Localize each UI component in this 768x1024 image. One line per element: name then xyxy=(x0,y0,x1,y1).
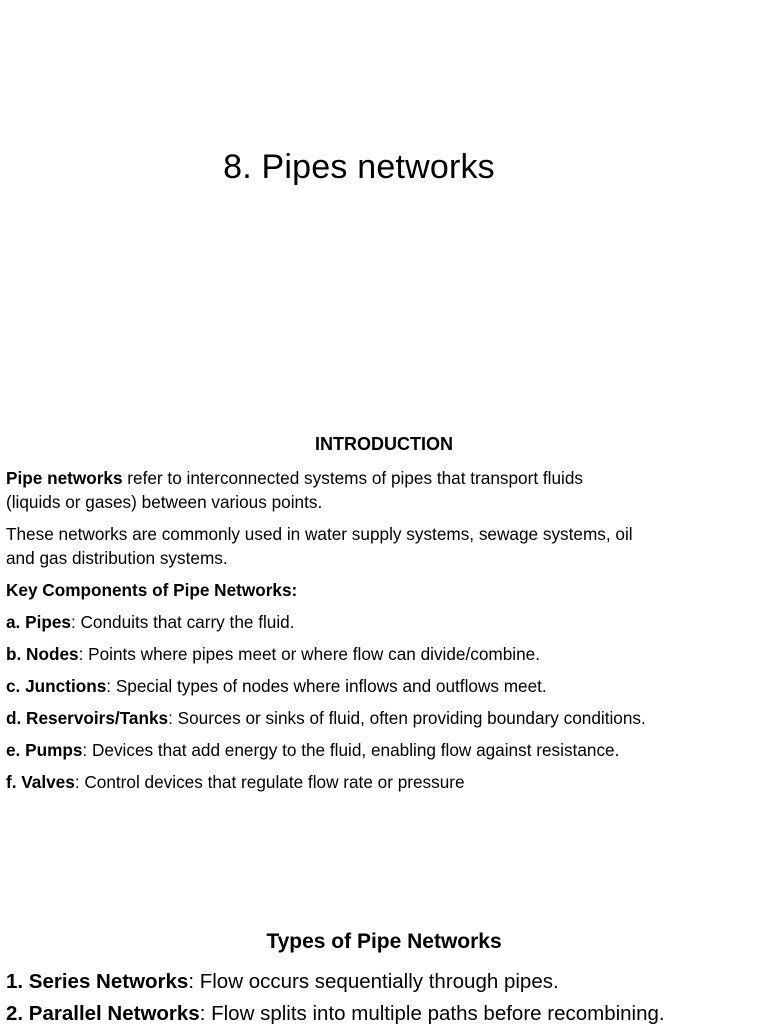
component-desc: : Devices that add energy to the fluid, enabling flow against resistance. xyxy=(82,740,620,760)
components-heading xyxy=(6,578,764,602)
title-slide xyxy=(0,0,768,400)
type-item xyxy=(6,998,768,1024)
component-term: b. Nodes xyxy=(6,644,79,664)
component-desc: : Special types of nodes where inflows and outflows meet. xyxy=(106,676,547,696)
component-item xyxy=(6,610,764,634)
type-item xyxy=(6,966,768,998)
component-desc: : Points where pipes meet or where flow can divide/combine. xyxy=(78,644,541,664)
type-desc: : Flow occurs sequentially through pipes. xyxy=(188,970,559,993)
component-term: f. Valves xyxy=(6,772,75,792)
types-heading: Types of Pipe Networks xyxy=(266,930,502,953)
pipe-networks-definition xyxy=(6,466,764,514)
usage-paragraph xyxy=(6,522,764,570)
definition-text: refer to interconnected systems of pipes that transport fluids xyxy=(122,468,584,488)
component-desc: : Control devices that regulate flow rate or pressure xyxy=(74,772,465,792)
component-item xyxy=(6,770,764,794)
types-list xyxy=(6,966,768,1024)
components-heading-text: Key Components of Pipe Networks: xyxy=(6,580,298,600)
definition-line-1 xyxy=(6,466,764,490)
component-term: a. Pipes xyxy=(6,612,71,632)
usage-line-2: and gas distribution systems. xyxy=(6,548,228,568)
introduction-slide xyxy=(0,400,768,900)
component-term: c. Junctions xyxy=(6,676,107,696)
component-term: e. Pumps xyxy=(6,740,83,760)
usage-line-1: These networks are commonly used in water supply systems, sewage systems, oil xyxy=(6,524,633,544)
component-item xyxy=(6,738,764,762)
introduction-body xyxy=(6,466,764,802)
types-slide xyxy=(0,900,768,1024)
component-item xyxy=(6,706,764,730)
definition-line-2: (liquids or gases) between various points. xyxy=(6,492,323,512)
definition-term: Pipe networks xyxy=(6,468,123,488)
type-term: 2. Parallel Networks xyxy=(6,1002,200,1024)
page-title: 8. Pipes networks xyxy=(223,148,495,186)
introduction-heading: INTRODUCTION xyxy=(315,434,453,454)
component-item xyxy=(6,642,764,666)
type-desc: : Flow splits into multiple paths before recombining. xyxy=(199,1002,665,1024)
type-term: 1. Series Networks xyxy=(6,970,189,993)
component-item xyxy=(6,674,764,698)
component-desc: : Conduits that carry the fluid. xyxy=(70,612,295,632)
component-desc: : Sources or sinks of fluid, often providing boundary conditions. xyxy=(168,708,646,728)
component-term: d. Reservoirs/Tanks xyxy=(6,708,169,728)
